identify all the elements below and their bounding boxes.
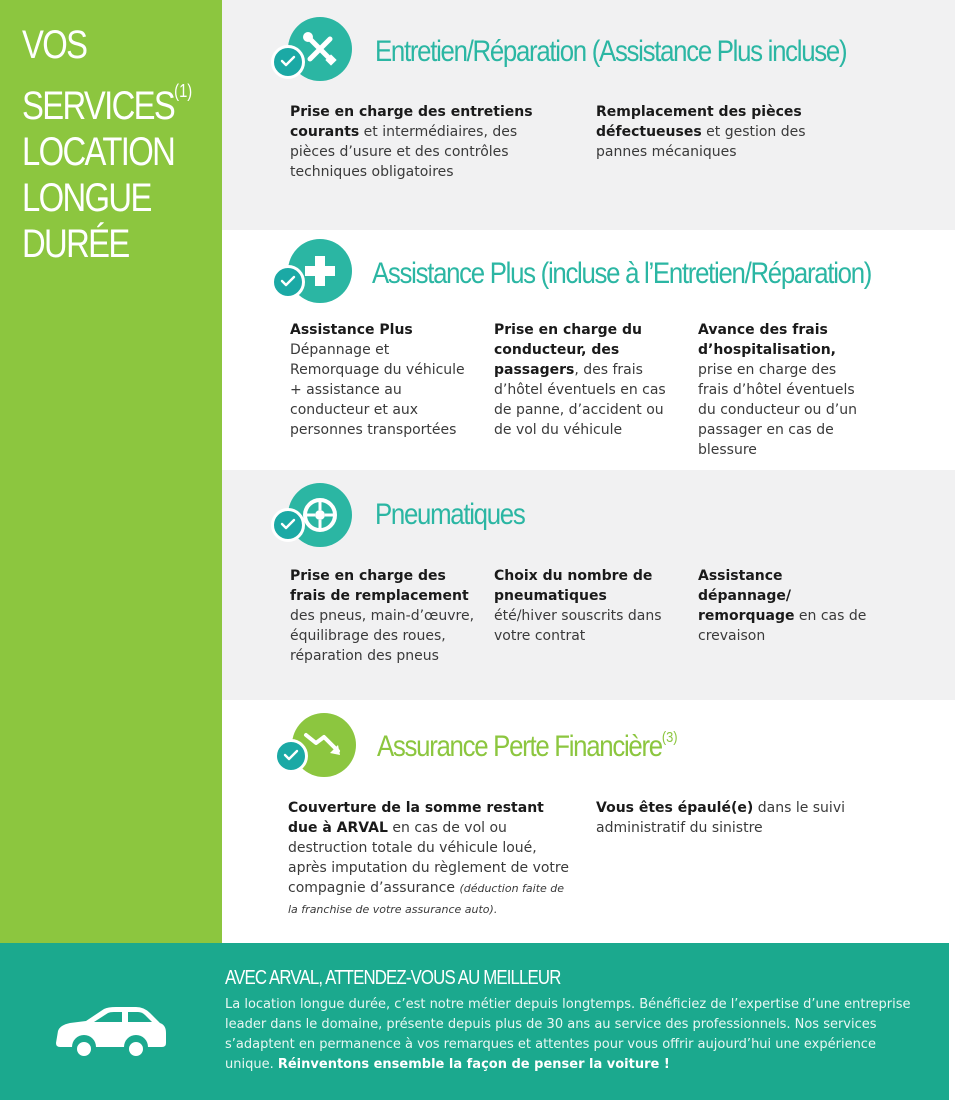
sidebar-title-line: DURÉE bbox=[22, 222, 129, 266]
section-title: Assistance Plus (incluse à l’Entretien/Réparation) bbox=[372, 257, 872, 290]
check-icon bbox=[271, 45, 305, 79]
service-item: Vous êtes épaulé(e) dans le suivi administratif du sinistre bbox=[596, 800, 845, 836]
sidebar-title-line: VOS bbox=[22, 23, 87, 67]
section-pneumatiques bbox=[222, 470, 955, 700]
section-assistance bbox=[222, 230, 955, 470]
section-title: Pneumatiques bbox=[375, 498, 525, 531]
footer-title: AVEC ARVAL, ATTENDEZ-VOUS AU MEILLEUR bbox=[225, 967, 561, 989]
sidebar-title bbox=[22, 22, 193, 267]
car-icon bbox=[52, 1005, 170, 1065]
service-item: Prise en charge des frais de remplacement des pneus, main-d’œuvre, équilibrage des roues, réparation des pneus bbox=[290, 568, 475, 664]
sidebar-title-line: LONGUE bbox=[22, 176, 151, 220]
check-icon bbox=[271, 508, 305, 542]
footer-tagline: Réinventons ensemble la façon de penser la voiture ! bbox=[277, 1057, 670, 1072]
footnote-marker: (1) bbox=[174, 81, 193, 101]
service-item: Prise en charge du conducteur, des passagers, des frais d’hôtel éventuels en cas de panne, d’accident ou de vol du véhicule bbox=[494, 322, 666, 438]
footer-text: La location longue durée, c’est notre métier depuis longtemps. Bénéficiez de l’expertise d’une entreprise leader dans le domaine, présente depuis plus de 30 ans au service des professionnels. Nos services s’adaptent en permanence à vos remarques et attentes pour vous offrir aujourd’hui une expérience unique. Réinventons ensemble la façon de penser la voiture ! bbox=[225, 997, 911, 1072]
check-icon bbox=[274, 739, 308, 773]
service-item: Prise en charge des entretiens courants et intermédiaires, des pièces d’usure et des contrôles techniques obligatoires bbox=[290, 104, 533, 180]
sidebar-panel bbox=[0, 0, 222, 943]
check-icon bbox=[271, 265, 305, 299]
service-item: Assistance Plus Dépannage et Remorquage du véhicule + assistance au conducteur et aux personnes transportées bbox=[290, 322, 465, 438]
sidebar-title-line: SERVICES bbox=[22, 84, 175, 128]
service-item: Avance des frais d’hospitalisation, prise en charge des frais d’hôtel éventuels du conducteur ou d’un passager en cas de blessure bbox=[698, 322, 857, 458]
section-title: Assurance Perte Financière$^{(3)}$ bbox=[377, 729, 678, 763]
service-item: Couverture de la somme restant due à ARVAL en cas de vol ou destruction totale du véhicule loué, après imputation du règlement de votre compagnie d’assurance (déduction faite de la franchise de votre assurance auto). bbox=[288, 800, 569, 916]
service-item: Remplacement des pièces défectueuses et gestion des pannes mécaniques bbox=[596, 104, 806, 160]
section-title: Entretien/Réparation (Assistance Plus incluse) bbox=[375, 35, 847, 68]
section-entretien bbox=[222, 0, 955, 230]
footer-banner bbox=[0, 943, 949, 1100]
section-assurance bbox=[222, 700, 955, 943]
service-item: Assistance dépannage/ remorquage en cas de crevaison bbox=[698, 568, 867, 644]
sidebar-title-line: LOCATION bbox=[22, 130, 175, 174]
service-item: Choix du nombre de pneumatiques été/hiver souscrits dans votre contrat bbox=[494, 568, 662, 644]
footnote-marker: (3) bbox=[661, 729, 678, 746]
